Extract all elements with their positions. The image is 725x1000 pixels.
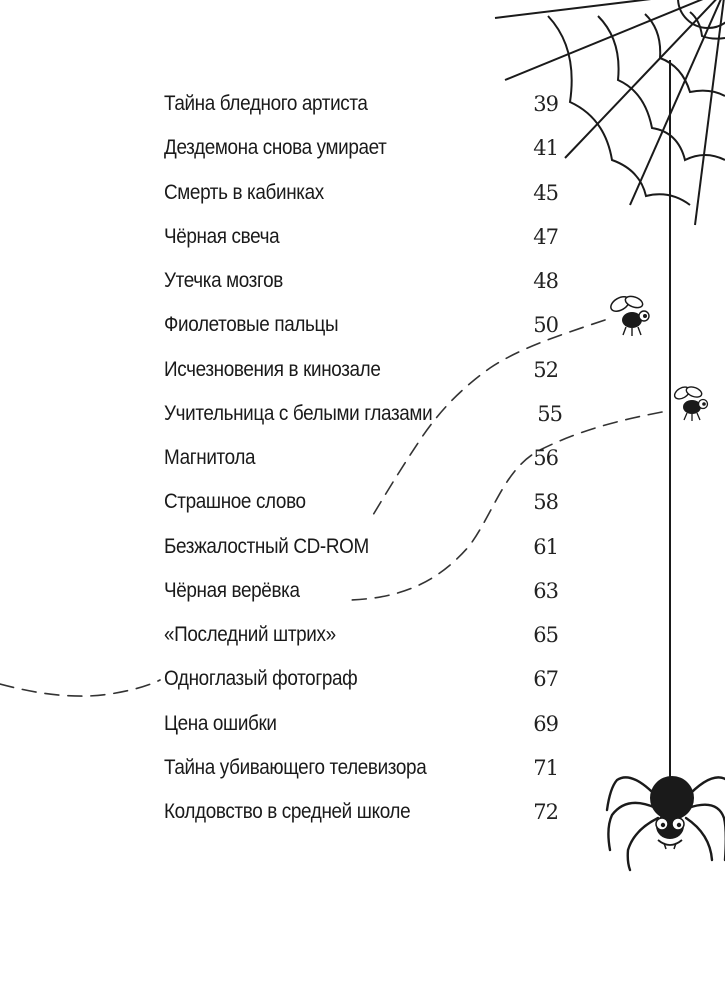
fly-icon: [608, 294, 649, 336]
toc-entry[interactable]: [164, 746, 564, 790]
toc-page-number: 48: [533, 269, 558, 294]
toc-entry[interactable]: [164, 348, 564, 392]
toc-entry[interactable]: [164, 525, 564, 569]
toc-page-number: 69: [533, 711, 558, 736]
toc-page-number: 61: [533, 534, 558, 559]
toc-entry[interactable]: [164, 657, 564, 701]
toc-title: Страшное слово: [164, 490, 306, 514]
toc-title: Колдовство в средней школе: [164, 800, 411, 824]
toc-entry[interactable]: [164, 303, 564, 347]
toc-title: Безжалостный CD-ROM: [164, 534, 369, 558]
toc-page-number: 72: [533, 800, 558, 825]
toc-entry[interactable]: [164, 436, 564, 480]
toc-page-number: 58: [533, 490, 558, 515]
toc-page-number: 67: [533, 667, 558, 692]
toc-entry[interactable]: [164, 790, 564, 834]
toc-page-number: 50: [533, 313, 558, 338]
fly-icon: [673, 385, 708, 421]
toc-entry[interactable]: [164, 480, 564, 524]
table-of-contents: [164, 82, 564, 834]
toc-page-number: 39: [533, 92, 558, 117]
toc-title: Чёрная верёвка: [164, 578, 300, 602]
toc-entry[interactable]: [164, 215, 564, 259]
toc-entry[interactable]: [164, 126, 564, 170]
toc-entry[interactable]: [164, 702, 564, 746]
toc-page-number: 47: [533, 224, 558, 249]
toc-title: Магнитола: [164, 446, 256, 470]
toc-page-number: 45: [533, 180, 558, 205]
toc-title: Учительница с белыми глазами: [164, 401, 433, 425]
spider-icon: [607, 776, 725, 870]
flight-path: [0, 680, 160, 696]
toc-title: Чёрная свеча: [164, 224, 280, 248]
toc-title: Тайна бледного артиста: [164, 92, 368, 116]
toc-page-number: 56: [533, 446, 558, 471]
toc-entry[interactable]: [164, 259, 564, 303]
toc-title: Одноглазый фотограф: [164, 667, 358, 691]
toc-entry[interactable]: [164, 82, 564, 126]
toc-page-number: 55: [537, 401, 562, 426]
toc-title: Смерть в кабинках: [164, 180, 324, 204]
toc-page-number: 63: [533, 578, 558, 603]
toc-title: «Последний штрих»: [164, 623, 336, 647]
toc-entry[interactable]: [164, 392, 564, 436]
toc-title: Утечка мозгов: [164, 269, 283, 293]
toc-title: Фиолетовые пальцы: [164, 313, 339, 337]
toc-entry[interactable]: [164, 171, 564, 215]
toc-title: Цена ошибки: [164, 711, 277, 735]
toc-entry[interactable]: [164, 613, 564, 657]
toc-title: Дездемона снова умирает: [164, 136, 387, 160]
toc-entry[interactable]: [164, 569, 564, 613]
toc-page-number: 52: [533, 357, 558, 382]
toc-page-number: 41: [533, 136, 558, 161]
toc-title: Исчезновения в кинозале: [164, 357, 381, 381]
toc-title: Тайна убивающего телевизора: [164, 755, 427, 779]
toc-page-number: 71: [533, 755, 558, 780]
toc-page-number: 65: [533, 623, 558, 648]
